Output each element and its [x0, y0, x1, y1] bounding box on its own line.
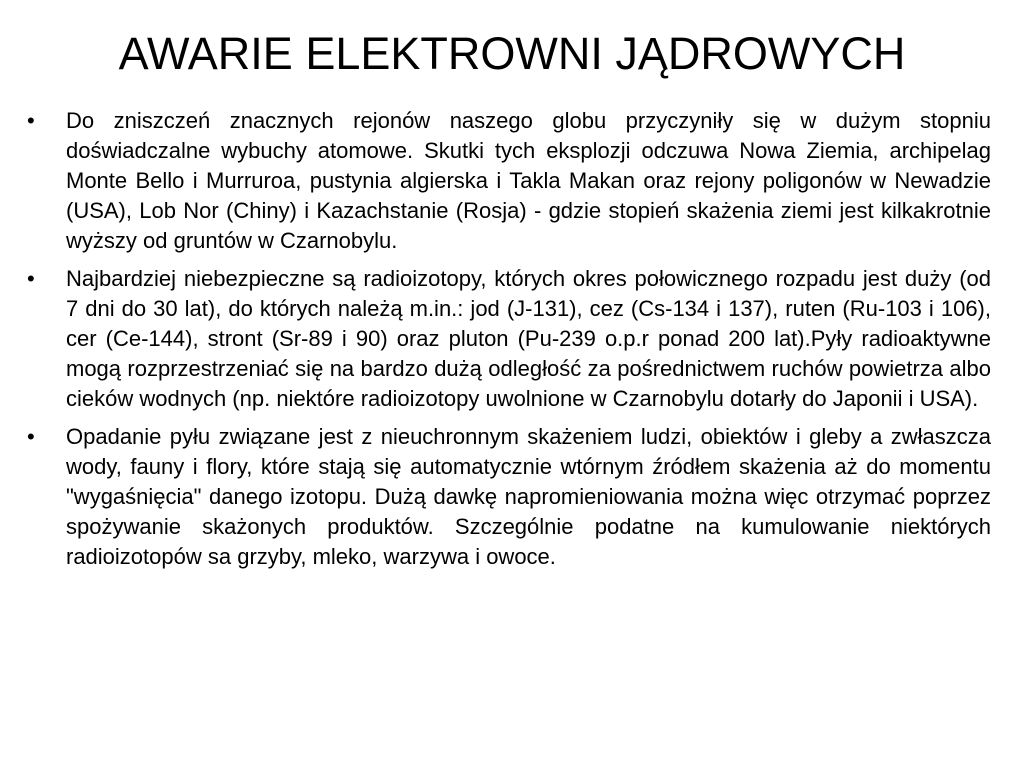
- bullet-icon: •: [27, 266, 35, 291]
- bullet-text-2: Najbardziej niebezpieczne są radioizotopy, których okres połowicznego rozpadu jest duży (od 7 dni do 30 lat), do których należą m.in.: jod (J-131), cez (Cs-134 i 137), ruten (Ru-103 i 106), cer (Ce-144), stront (Sr-89 i 90) oraz pluton (Pu-239 o.p.r ponad 200 lat).Pyły radioaktywne mogą rozprzestrzeniać się na bardzo dużą odległość za pośrednictwem ruchów powietrza albo cieków wodnych (np. niektóre radioizotopy uwolnione w Czarnobylu dotarły do Japonii i USA).: [66, 266, 991, 411]
- bullet-text-3: Opadanie pyłu związane jest z nieuchronnym skażeniem ludzi, obiektów i gleby a zwłaszcza wody, fauny i flory, które stają się automatycznie wtórnym źródłem skażenia aż do momentu "wygaśnięcia" danego izotopu. Dużą dawkę napromieniowania można więc otrzymać poprzez spożywanie skażonych produktów. Szczególnie podatne na kumulowanie niektórych radioizotopów sa grzyby, mleko, warzywa i owoce.: [66, 424, 991, 569]
- slide-title: AWARIE ELEKTROWNI JĄDROWYCH: [118, 28, 906, 79]
- bullet-item-3: [27, 422, 991, 572]
- bullet-item-2: [27, 264, 991, 414]
- bullet-list: [27, 106, 991, 580]
- bullet-icon: •: [27, 108, 35, 133]
- bullet-text-1: Do zniszczeń znacznych rejonów naszego globu przyczyniły się w dużym stopniu doświadczalne wybuchy atomowe. Skutki tych eksplozji odczuwa Nowa Ziemia, archipelag Monte Bello i Murruroa, pustynia algierska i Takla Makan oraz rejony poligonów w Newadzie (USA), Lob Nor (Chiny) i Kazachstanie (Rosja) - gdzie stopień skażenia ziemi jest kilkakrotnie wyższy od gruntów w Czarnobylu.: [66, 108, 991, 253]
- bullet-item-1: [27, 106, 991, 256]
- bullet-icon: •: [27, 424, 35, 449]
